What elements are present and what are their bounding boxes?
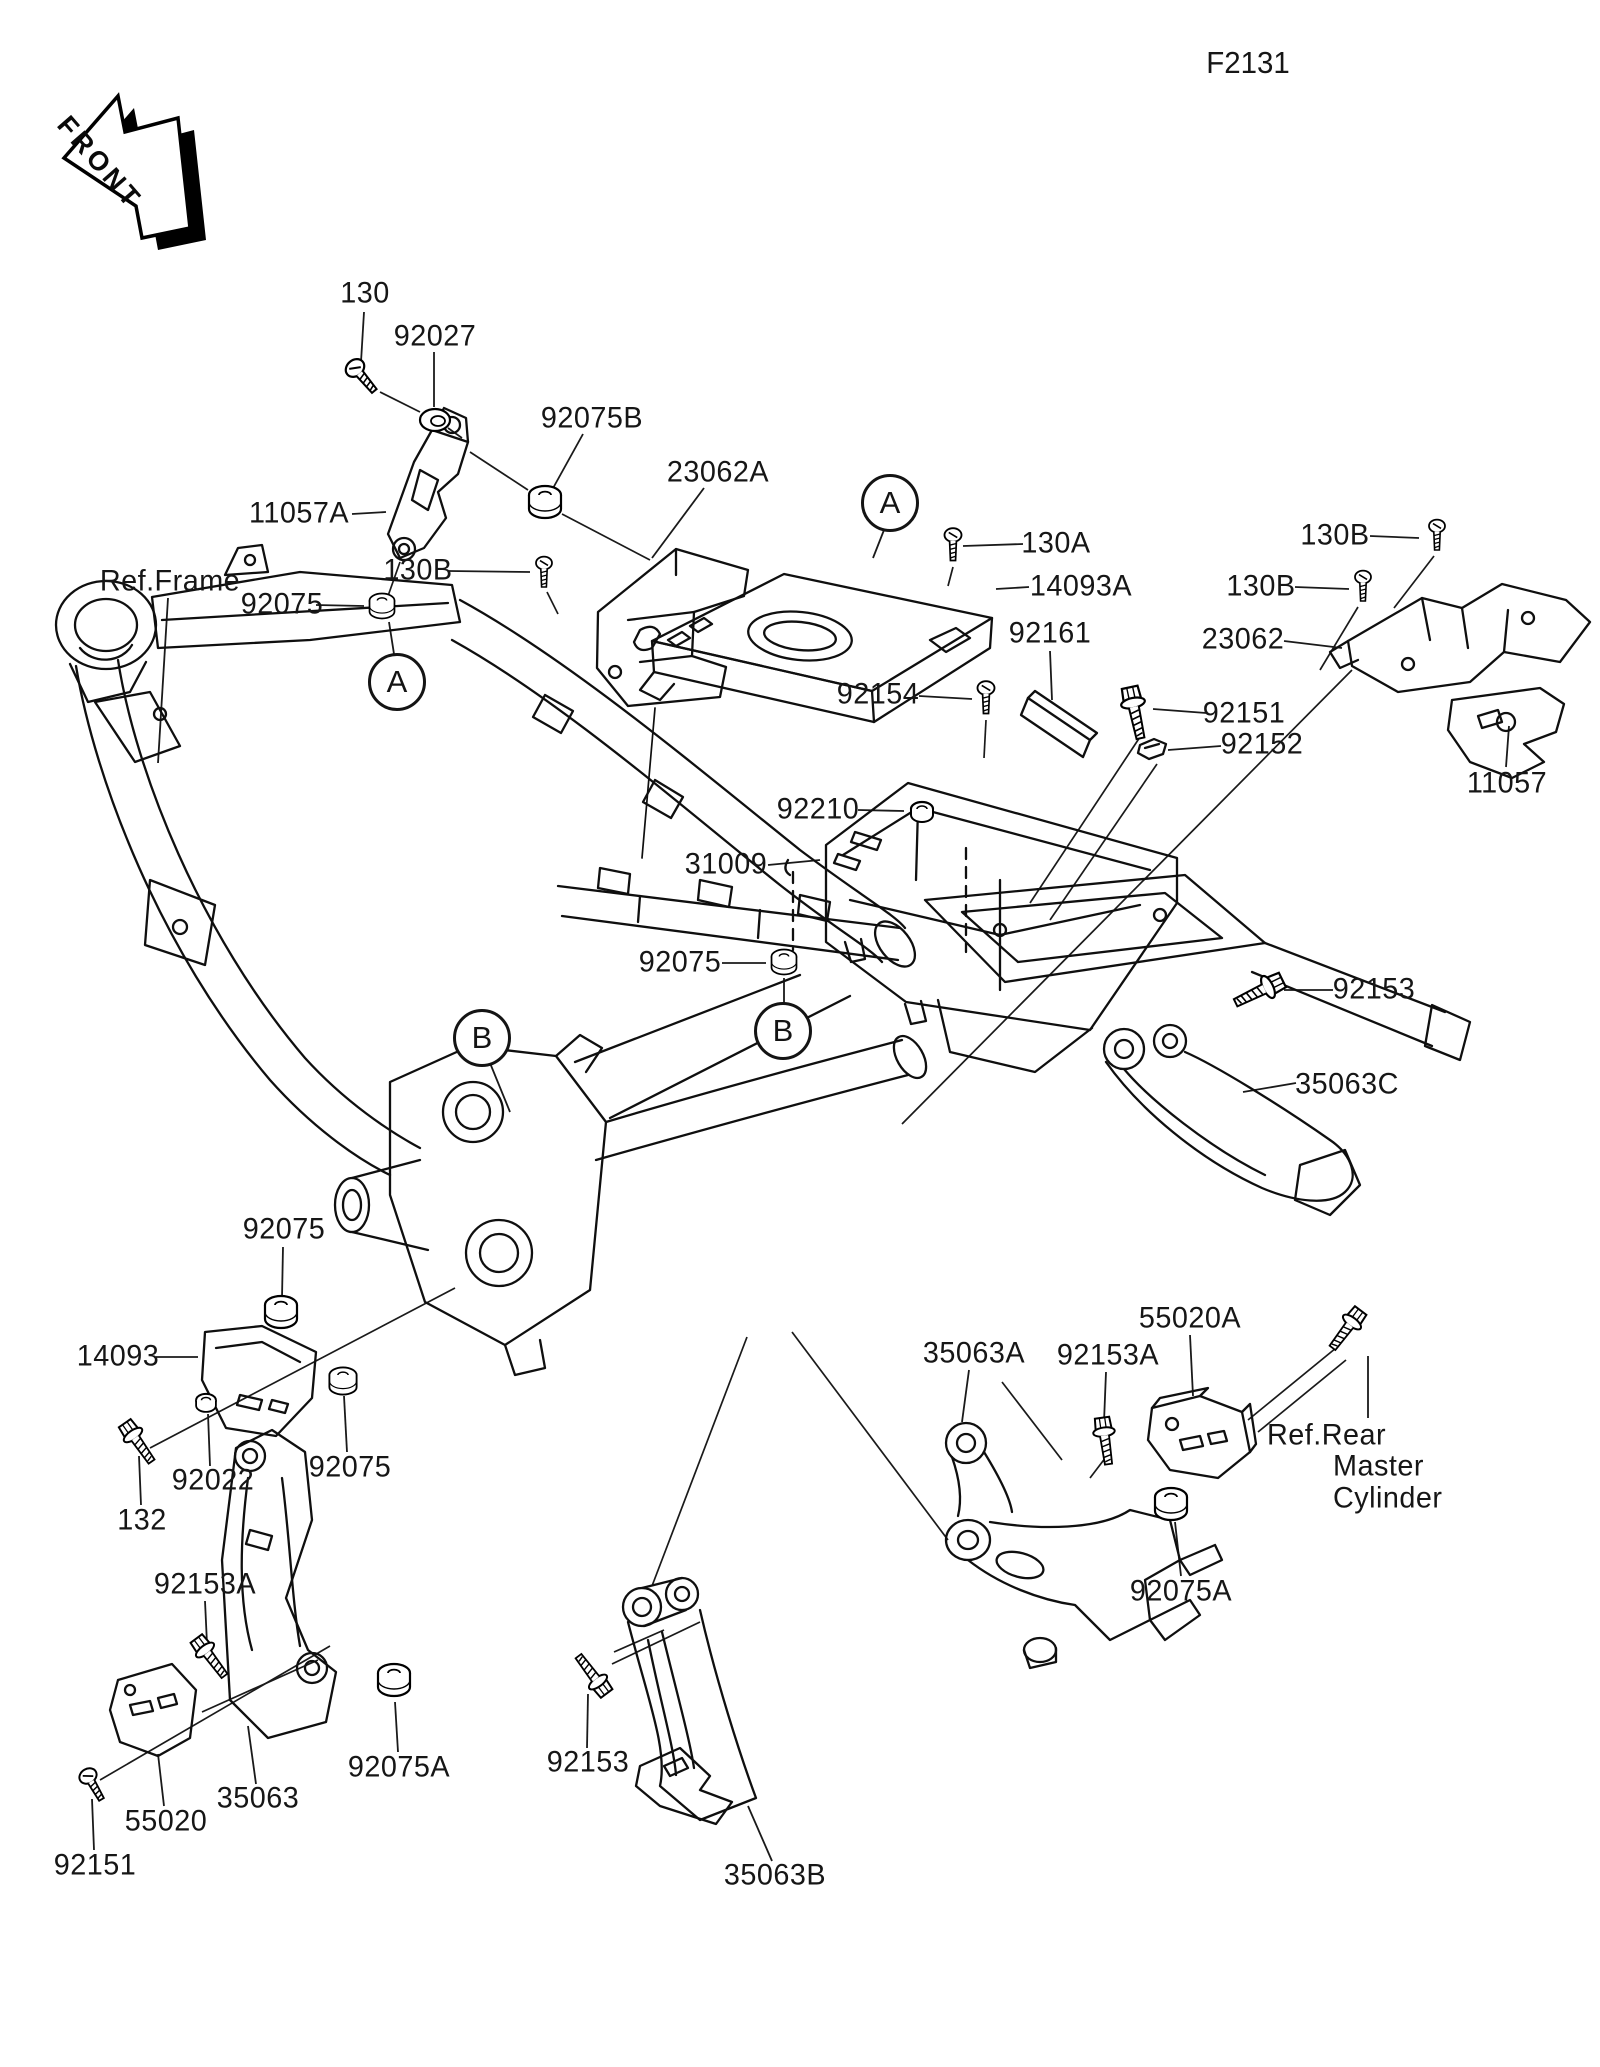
washer-icon [420,409,450,431]
part-label-14093A: 14093A [1029,569,1133,603]
grommet-icon [772,950,797,975]
part-label-92075-mid: 92075 [638,945,722,979]
part-label-31009: 31009 [684,847,768,881]
part-label-ref-rear-3: Cylinder [1333,1481,1443,1515]
part-label-55020A: 55020A [1138,1301,1242,1335]
part-label-92075A-right: 92075A [1129,1574,1233,1608]
section-marker-B: B [754,1002,812,1060]
part-label-132: 132 [117,1503,167,1537]
part-label-11057A: 11057A [248,496,350,530]
part-label-35063: 35063 [216,1781,300,1815]
grommet-icon [370,594,395,619]
part-label-35063B: 35063B [723,1858,827,1892]
part-label-92027: 92027 [393,319,477,353]
part-label-14093: 14093 [76,1339,160,1373]
part-label-ref-rear-1: Ref.Rear [1267,1418,1387,1452]
front-arrow-label: FRONT [51,110,149,215]
screw-icon [342,355,382,397]
part-label-130B-r1: 130B [1300,518,1370,552]
part-label-92151-left: 92151 [53,1848,137,1882]
bolt-icon [570,1650,615,1700]
grommet-icon [1155,1488,1187,1520]
screw-icon [77,1765,110,1804]
part-label-92153-bottom: 92153 [546,1745,630,1779]
part-label-130: 130 [340,276,390,310]
grommet-icon [529,486,561,518]
section-marker-A: A [861,474,919,532]
part-label-92153-right: 92153 [1332,972,1416,1006]
part-label-ref-frame: Ref.Frame [99,564,241,598]
part-label-92153A-right: 92153A [1056,1338,1160,1372]
part-label-92154: 92154 [836,677,920,711]
part-label-92075B: 92075B [540,401,644,435]
part-label-130B-left: 130B [383,553,453,587]
part-label-35063A: 35063A [922,1336,1026,1370]
screw-icon [978,681,995,713]
part-label-92153A-left: 92153A [153,1567,257,1601]
bolt-icon [1324,1304,1369,1354]
part-label-23062A: 23062A [666,455,770,489]
screw-icon [1429,520,1445,550]
section-marker-A: A [368,653,426,711]
screw-icon [1355,571,1371,601]
part-label-92151-right: 92151 [1202,696,1286,730]
bolt-icon [1091,1416,1119,1465]
bolt-icon [1118,685,1152,741]
part-label-55020: 55020 [124,1804,208,1838]
part-label-130A: 130A [1021,526,1091,560]
part-label-23062: 23062 [1201,622,1285,656]
screw-icon [945,528,962,560]
part-label-92075A-left: 92075A [347,1750,451,1784]
part-label-ref-rear-2: Master [1333,1449,1424,1483]
part-label-92075-midleft: 92075 [308,1450,392,1484]
part-label-92210: 92210 [776,792,860,826]
grommet-icon [378,1664,410,1696]
bolt-icon [116,1417,161,1468]
front-arrow-icon [64,96,206,250]
part-label-92022: 92022 [171,1463,255,1497]
grommet-icon [329,1367,356,1394]
part-label-11057: 11057 [1466,766,1548,800]
part-label-35063C: 35063C [1295,1067,1399,1101]
grommet-icon [265,1296,297,1328]
nut-icon [911,802,933,822]
section-marker-B: B [453,1009,511,1067]
part-label-130B-r2: 130B [1226,569,1296,603]
figure-code: F2131 [1206,45,1290,80]
part-label-92075-top: 92075 [240,587,324,621]
part-label-92075-left: 92075 [242,1212,326,1246]
part-label-92161: 92161 [1008,616,1092,650]
nut-icon [196,1394,216,1412]
screw-icon [536,557,552,587]
part-label-92152: 92152 [1220,727,1304,761]
